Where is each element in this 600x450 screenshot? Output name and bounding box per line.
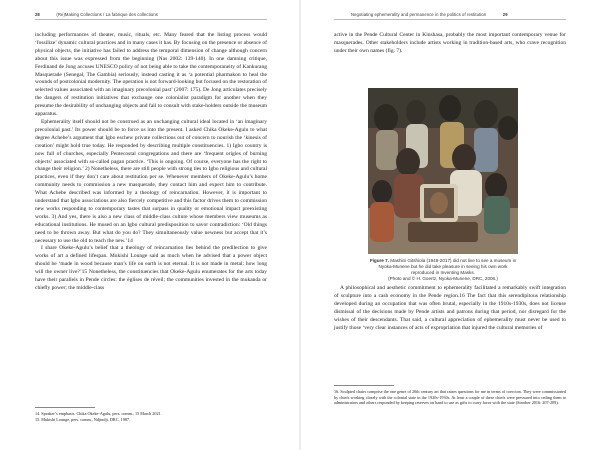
right-paragraph-intro: active in the Pende Cultural Center in Kinshasa, probably the most important contemporary venue for masquerades. Other stakeholders include artists working in tradition-based arts, who crave recognition under their own names (fig. 7). [334, 32, 566, 54]
left-head-rule [35, 19, 267, 20]
left-paragraph-3: I share Okeke-Agulu’s belief that a theology of reincarnation lies behind the predilection to give works of art a defined lifespan. Mukishi Lounge said as much when he advised that a power object should be ‘made in wood because man’s life on earth is not eternal. It is not made in metal: how long will the owner live?’15 Nonetheless, the constituencies that Okeke-Agulu enumerates for the arts today have their parallels in Pende circles: the églises de réveil; the communities invested in the mukanda or chiefly power; the middle-class [35, 245, 267, 291]
figure-7-photo [368, 88, 518, 254]
right-page [301, 0, 600, 450]
left-paragraph-1: including performances of theater, music, rituals, etc. Many feared that the listing process would ‘fossilize’ dynamic cultural practices and in many cases it has. By focusing on the presence or absence of physical objects, the initiative has failed to address the temporal dimension of change although concern about this issue was expressed from the beginning (Nas 2002: 139-140). In one damning critique, Ferdinand de Jong accuses UNESCO policy of not being able to take the contemporaneity of Kankurang Masquerade (Senegal, The Gambia) seriously, instead casting it as ‘a potential pharmakon to heal the wounds of postcolonial modernity. The operation is not forward-looking but focused on the restoration of selected values associated with an imaginary precolonial past’ (2007: 175). De Jong articulates precisely the dangers of restitution initiatives that exchange one colonialist paradigm for another when they presume the desirability of unchanging objects and fail to consult with stake-holders outside the museum apparatus. [35, 32, 267, 118]
figure-7-caption [368, 258, 518, 282]
left-footnotes [35, 411, 267, 422]
left-running-title: (Re)Making Collections / La fabrique des collections [56, 12, 158, 17]
figure-credit: (Photo and © H. Goertz, Nyoka-Munene, DRC, 2006.) [388, 276, 498, 282]
right-running-head [351, 12, 508, 17]
right-head-rule [334, 19, 566, 20]
right-page-number: 29 [502, 12, 508, 17]
left-body-text [35, 32, 267, 293]
right-intro-text [334, 32, 566, 56]
left-footnote-rule [35, 407, 95, 408]
right-body-text [334, 285, 566, 332]
left-page [0, 0, 299, 450]
footnote-15: 15. Mukishi Lounge, pers. comm., Ndjindji, DRC, 1987. [35, 416, 131, 422]
right-footnotes [334, 389, 566, 406]
figure-caption-text: Mashini Gitshiola (1949-2017) did not live to see a museum in Nyoka-Munene but he did take pleasure in seeing his own work reproduced in Inventing Masks. [378, 258, 517, 276]
footnote-16: 16. Sculpted chairs comprise the one genre of 20th century art that raises questions for me in terms of coercion. They were commissioned by chiefs working closely with the colonial state in the 1920s-1930s. At least a couple of these chiefs were pressured into ceding them to administrators and others responded by keeping reserves on hand to use as gifts to curry favor with the state (Strother 2016: 207-209). [334, 389, 566, 406]
left-running-head [35, 12, 158, 17]
left-page-number: 28 [35, 12, 40, 17]
right-paragraph-1: A philosophical and aesthetic commitment to ephemerality facilitated a remarkably swift integration of sculpture into a cash economy in the Pende region.16 The fact that this serendipitous relationship developed during an occupation that was often brutal, especially in the 1910s-1930s, does not license dismissal of the decisions made by Pende artists and patrons during that period, nor disregard for the wishes of their descendants. That said, a cultural appreciation of ephemerality must never be used to justify those ‘very clear instances of acts of expropriation that injured the cultural memories of [334, 285, 566, 331]
figure-label: Figure 7. [369, 258, 389, 263]
left-paragraph-2: Ephemerality itself should not be construed as an unchanging cultural ideal located in ‘an imaginary precolonial past.’ Its power should be to force us into the present. I asked Chika Okeke-Agulu to what degree Achebe’s argument that Igbo eschew private collections out of concern to nourish the ‘kinesis of creation’ might hold true today. He responded by describing multiple constituencies. 1) Igbo country is now full of churches, especially Pentecostal congregations and there are ‘frequent origies of burning objects’ associated with so-called pagan practice. ‘This is ongoing. Of course, everyone has the right to change their religion.’ 2) Nonetheless, there are still people with strong ties to Igbo religious and cultural practices, even if they don’t care about restitution per se. Whenever members of Okeke-Agulu’s home community needs to commission a new masquerade, they contact him and expect him to contribute. What Achebe described was informed by a theology of reincarnation. However, it is important to understand that Igbo associations are also fiercely competitive and this factor drives them to commission new works responding to contemporary tastes that surpass in quality or emotional impact preexisting works. 3) And yes, there is also a new class of middle-class culture whose members view museums as educational institutions. He mused on an Igbo cultural predisposition to savor contradiction: ‘Old things need to be thrown away. But what do you do? They simultaneously value newness but accept that it’s necessary to use the old to teach the new.’14 [35, 118, 267, 244]
right-running-title: Negotiating ephemerality and permanence in the politics of restitution [351, 12, 487, 17]
right-footnote-rule [334, 385, 394, 386]
footnote-14: 14. Speaker’s emphasis. Chika Okeke-Agulu, pers. comm., 15 March 2021. [35, 411, 162, 416]
